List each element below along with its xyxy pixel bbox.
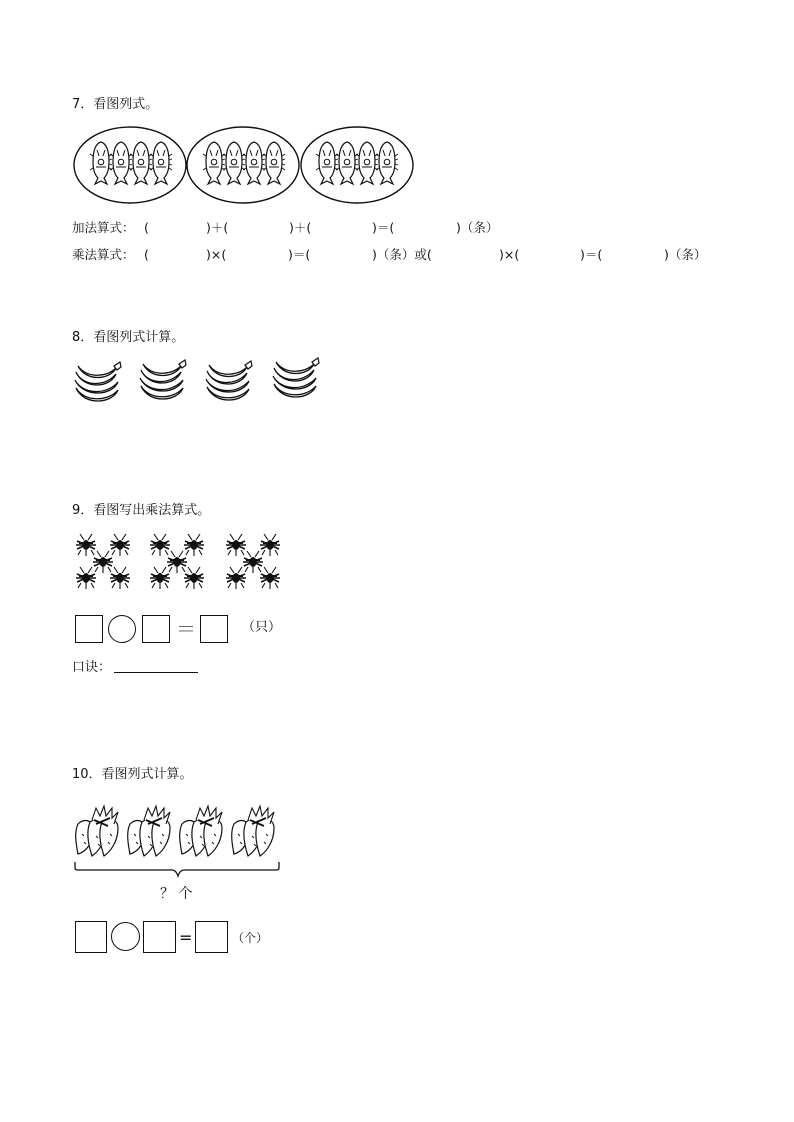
q10-answer-box-3[interactable] [195,921,228,953]
addition-label: 加法算式： [72,220,135,235]
radish-bundle-icon [76,806,118,856]
mul-part-2: )×( [206,247,227,262]
q10-total-brace [75,862,279,876]
q7-title: 7．看图列式。 [72,97,159,112]
add-part-5: )（条） [456,220,499,235]
q10-operator-circle[interactable] [111,922,140,951]
q10-title: 10．看图列式计算。 [72,767,193,782]
mul-part-6: )＝( [580,247,603,262]
q10-unit: （个） [232,931,269,945]
mul-part-3: )＝( [288,247,311,262]
add-part-2: )＋( [206,220,229,235]
radish-bundle-icon [180,806,222,856]
add-part-1: ( [144,220,149,235]
multiplication-label: 乘法算式： [72,247,135,262]
q9-mnemonic-label: 口诀： [72,660,112,675]
q10-answer-box-2[interactable] [143,921,176,953]
mul-part-4: )（条）或( [372,247,432,262]
q9-equals-sign: ＝ [176,617,196,641]
radish-bundle-icon [128,806,170,856]
q8-title: 8．看图列式计算。 [72,330,185,345]
q10-equals-sign: = [179,928,193,947]
q10-question-mark-label: ？ 个 [160,886,193,902]
q10-answer-box-1[interactable] [75,921,107,953]
radish-bundle-icon [232,806,274,856]
add-part-3: )＋( [289,220,312,235]
mul-part-5: )×( [499,247,520,262]
q9-title: 9．看图写出乘法算式。 [72,503,211,518]
q9-unit: （只） [242,620,282,635]
mul-part-1: ( [144,247,149,262]
add-part-4: )＝( [372,220,395,235]
mul-part-7: )（条） [664,247,707,262]
